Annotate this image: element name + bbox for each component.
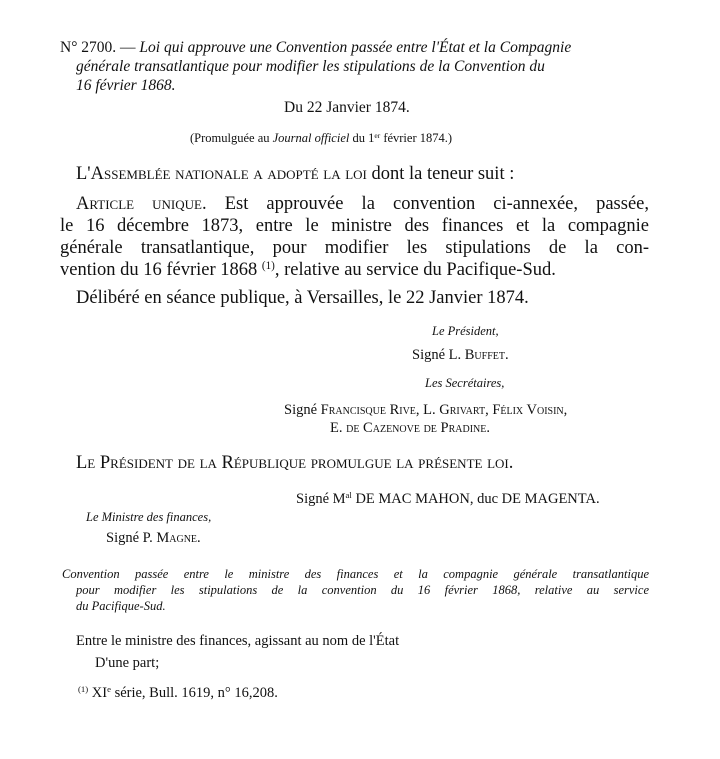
promulgation-text: Le Président de la République promulgue la présente loi.	[76, 453, 514, 473]
footnote-text: série, Bull. 1619, n° 16,208.	[114, 685, 278, 701]
article-line-4	[60, 261, 556, 280]
promulgation-note-sup: er	[374, 130, 381, 140]
law-date: Du 22 Janvier 1874.	[284, 99, 410, 116]
minister-name: Magne.	[156, 530, 201, 546]
secretaries-line-1	[284, 403, 567, 418]
promulgation-note-c: février 1874.)	[383, 131, 453, 145]
article-line-1-text: Est approuvée la convention ci-annexée, passée,	[224, 194, 649, 214]
law-title-line-2: générale transatlantique pour modifier les stipulations de la Convention du	[76, 58, 545, 75]
president-prefix: Signé L.	[412, 347, 462, 363]
convention-heading-3: du Pacifique-Sud.	[76, 599, 166, 613]
assembly-intro	[76, 165, 514, 184]
assembly-intro-rest: dont la teneur suit :	[371, 164, 515, 184]
law-title-line-1: N° 2700. — Loi qui approuve une Convention passée entre l'État et la Compagnie	[60, 39, 572, 56]
signed-prefix: Signé M	[296, 491, 346, 507]
footnote-reference: (1)	[261, 259, 275, 272]
president-republic-signature	[296, 492, 600, 507]
article-line-1	[76, 195, 649, 214]
convention-heading-2: pour modifier les stipulations de la convention du 16 février 1868, relative au service	[76, 583, 649, 597]
assembly-intro-smallcaps: L'Assemblée nationale a adopté la loi	[76, 164, 367, 184]
law-title-line-3: 16 février 1868.	[76, 77, 176, 94]
promulgation-note	[190, 132, 452, 145]
secretaries-prefix: Signé	[284, 402, 318, 418]
promulgation-note-a: (Promulguée au	[190, 131, 270, 145]
president-signature	[412, 348, 509, 363]
article-line-4b: , relative au service du Pacifique-Sud.	[274, 260, 556, 280]
convention-heading-1: Convention passée entre le ministre des finances et la compagnie générale transatlantique	[62, 567, 649, 581]
law-number: N° 2700.	[60, 39, 117, 56]
footnote	[78, 686, 278, 701]
convention-text-1: Entre le ministre des finances, agissant au nom de l'État	[76, 633, 400, 649]
footnote-marker: (1)	[78, 684, 89, 695]
article-label: Article unique.	[76, 194, 207, 214]
article-line-3: générale transatlantique, pour modifier les stipulations de la con-	[60, 238, 649, 258]
deliberation: Délibéré en séance publique, à Versailles, le 22 Janvier 1874.	[76, 288, 529, 308]
minister-signature	[106, 531, 201, 546]
journal-officiel: Journal officiel	[272, 131, 350, 145]
secretaries-line-2: E. de Cazenove de Pradine.	[330, 420, 490, 436]
minister-prefix: Signé P.	[106, 530, 153, 546]
signed-sup: al	[345, 490, 352, 501]
convention-text-2: D'une part;	[95, 655, 160, 671]
secretaries-names-1: Francisque Rive, L. Grivart, Félix Voisin,	[320, 402, 568, 418]
promulgation-note-b: du 1	[352, 131, 375, 145]
secretaries-title: Les Secrétaires,	[425, 376, 505, 390]
signed-name: DE MAC MAHON, duc DE MAGENTA.	[355, 491, 600, 507]
footnote-series: XI	[91, 685, 108, 701]
footnote-series-sup: e	[107, 684, 111, 695]
article-line-4a: vention du 16 février 1868	[60, 260, 258, 280]
president-name: Buffet.	[464, 347, 509, 363]
article-line-2: le 16 décembre 1873, entre le ministre des finances et la compagnie	[60, 216, 649, 236]
minister-title: Le Ministre des finances,	[86, 510, 212, 524]
law-title: Loi qui approuve une Convention passée entre l'État et la Compagnie	[139, 39, 572, 56]
president-title: Le Président,	[432, 324, 499, 338]
